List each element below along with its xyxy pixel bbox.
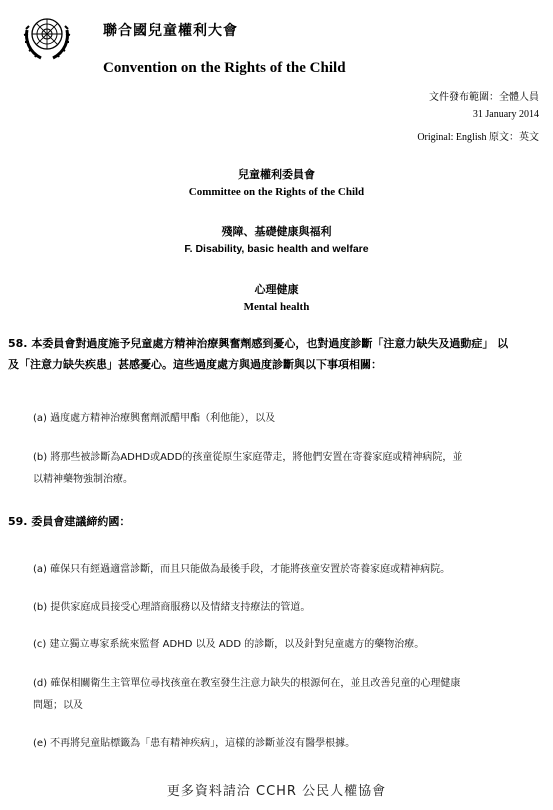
original-language: Original: English 原文：英文 — [417, 132, 539, 143]
document-title: Convention on the Rights of the Child — [103, 60, 346, 76]
list-item-59b: (b) 提供家庭成員接受心理諮商服務以及情緒支持療法的管道。 — [33, 602, 311, 613]
list-item-59d: (d) 確保相關衛生主管單位尋找孩童在教室發生注意力缺失的根源何在，並且改善兒童的心理健康 問題；以及 — [33, 678, 461, 711]
committee-en: Committee on the Rights of the Child — [188, 186, 365, 198]
paragraph-58-line1: 58. 本委員會對過度施予兒童處方精神治療興奮劑感到憂心，也對過度診斷「注意力缺失及過動症」 以 — [8, 337, 509, 350]
list-item-59e: (e) 不再將兒童貼標籤為「患有精神疾病」，這樣的診斷並沒有醫學根據。 — [33, 738, 356, 749]
section-f-en: F. Disability, basic health and welfare — [184, 243, 369, 255]
list-item-58b: (b) 將那些被診斷為ADHD或ADD的孩童從原生家庭帶走，將他們安置在寄養家庭或精神病院，並 以精神藥物強制治療。 — [33, 452, 463, 485]
paragraph-59: 59. 委員會建議締約國： — [8, 515, 131, 528]
committee-zh: 兒童權利委員會 — [238, 168, 315, 181]
list-item-59c: (c) 建立獨立專家系統來監督 ADHD 以及 ADD 的診斷，以及針對兒童處方的藥物治療。 — [33, 639, 425, 650]
document-date: 31 January 2014 — [472, 109, 539, 120]
paragraph-58 — [8, 333, 538, 375]
footer-contact: 更多資料請洽 CCHR 公民人權協會 — [166, 784, 387, 799]
un-emblem-logo — [21, 10, 73, 62]
subsection-en: Mental health — [243, 301, 310, 313]
subsection-zh: 心理健康 — [254, 283, 299, 296]
distribution-label: 文件發布範圍：全體人員 — [429, 92, 539, 103]
section-f-zh: 殘障、基礎健康與福利 — [221, 225, 332, 238]
list-item-59a: (a) 確保只有經過適當診斷，而且只能做為最後手段，才能將孩童安置於寄養家庭或精神病院。 — [33, 564, 451, 575]
org-name: 聯合國兒童權利大會 — [103, 23, 238, 39]
paragraph-58-line2: 及「注意力缺失疾患」甚感憂心。這些過度處方與過度診斷與以下事項相關： — [8, 358, 382, 371]
list-item-58a: (a) 過度處方精神治療興奮劑派醋甲酯（利他能），以及 — [33, 413, 276, 424]
